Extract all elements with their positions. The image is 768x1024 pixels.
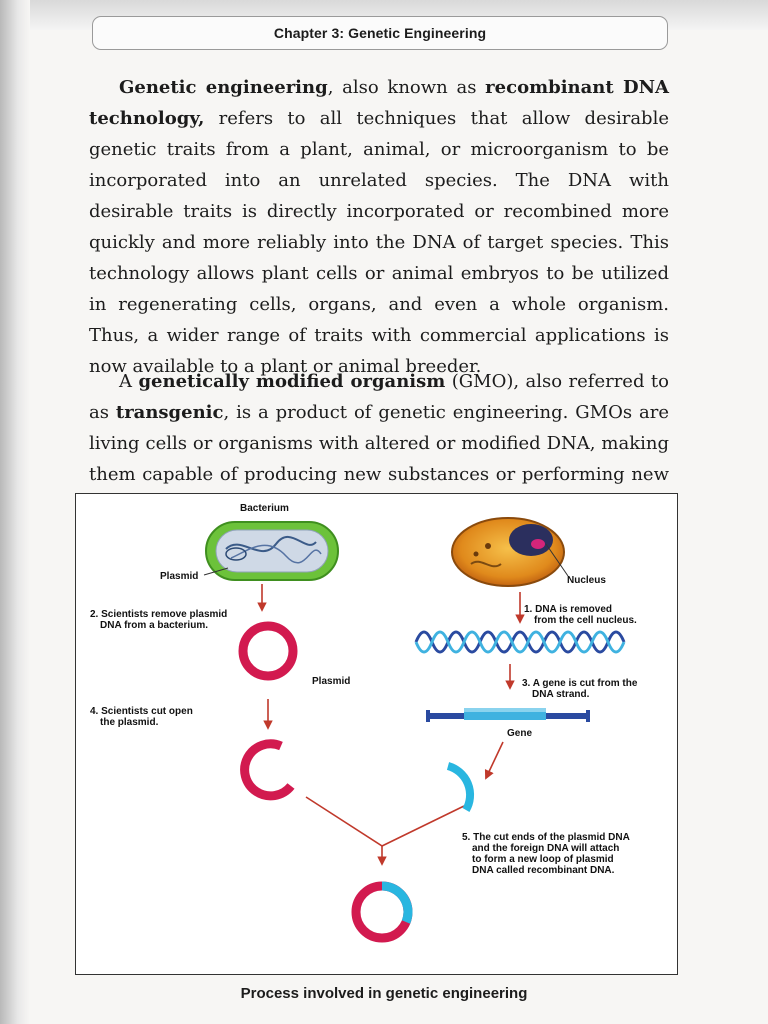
gene-label: Gene — [507, 728, 533, 739]
plasmid-label-mid: Plasmid — [312, 676, 351, 687]
step4-label: 4. Scientists cut open the plasmid. — [90, 706, 193, 728]
cut-plasmid — [245, 744, 291, 796]
step2-label: 2. Scientists remove plasmid DNA from a bacterium. — [90, 609, 228, 631]
step1-label: 1. DNA is removed from the cell nucleus. — [524, 604, 637, 626]
paragraph-text: (GMO), also referred to as — [89, 371, 669, 423]
paragraph-text: , also known as — [327, 77, 486, 98]
plasmid-ring — [243, 626, 293, 676]
bacterium-illustration — [206, 522, 338, 580]
paragraph-text: , is a product of genetic engineering. GMOs are living cells or organisms with altered or modified DNA, making them capable of producing new substances or performing new — [89, 402, 669, 485]
term-gmo: genetically modified organism — [138, 371, 446, 392]
term-recombinant-dna: recombinant DNA technology, — [89, 77, 669, 129]
genetic-engineering-figure — [75, 493, 678, 975]
paragraph-text: refers to all techniques that allow desirable genetic traits from a plant, animal, or microorganism to be incorporated into an unrelated species. The DNA with desirable traits is directly incorporated or recombined more quickly and more reliably into the DNA of target species. This technology allows plant cells or animal embryos to be utilized in regenerating cells, organs, and even a whole organism. Thus, a wider range of traits with commercial applications is now available to a plant or animal breeder. — [89, 108, 669, 377]
page-edge-shadow — [0, 0, 30, 1024]
chapter-title: Chapter 3: Genetic Engineering — [273, 25, 487, 41]
term-transgenic: transgenic — [115, 402, 224, 423]
gene-strand — [426, 708, 590, 722]
paragraph-genetic-engineering — [89, 72, 669, 382]
foreign-dna-fragment — [448, 766, 470, 810]
arrow-gene-to-fragment — [486, 742, 503, 778]
paragraph-text: A — [119, 371, 139, 392]
figure-diagram — [76, 494, 677, 974]
plasmid-label-top: Plasmid — [160, 571, 199, 582]
term-genetic-engineering: Genetic engineering — [119, 77, 328, 98]
join-line-right — [382, 806, 464, 846]
bacterium-label: Bacterium — [240, 503, 289, 514]
step3-label: 3. A gene is cut from the DNA strand. — [522, 678, 638, 700]
nucleus-label: Nucleus — [567, 575, 606, 586]
join-line-left — [306, 797, 382, 846]
recombinant-plasmid — [356, 886, 408, 938]
figure-caption: Process involved in genetic engineering — [240, 985, 528, 1002]
animal-cell-illustration — [452, 518, 564, 586]
chapter-header — [92, 16, 668, 50]
step5-label: 5. The cut ends of the plasmid DNA and the foreign DNA will attach to form a new loop of plasmid DNA called recombinant DNA. — [462, 832, 630, 876]
dna-helix — [416, 632, 624, 652]
